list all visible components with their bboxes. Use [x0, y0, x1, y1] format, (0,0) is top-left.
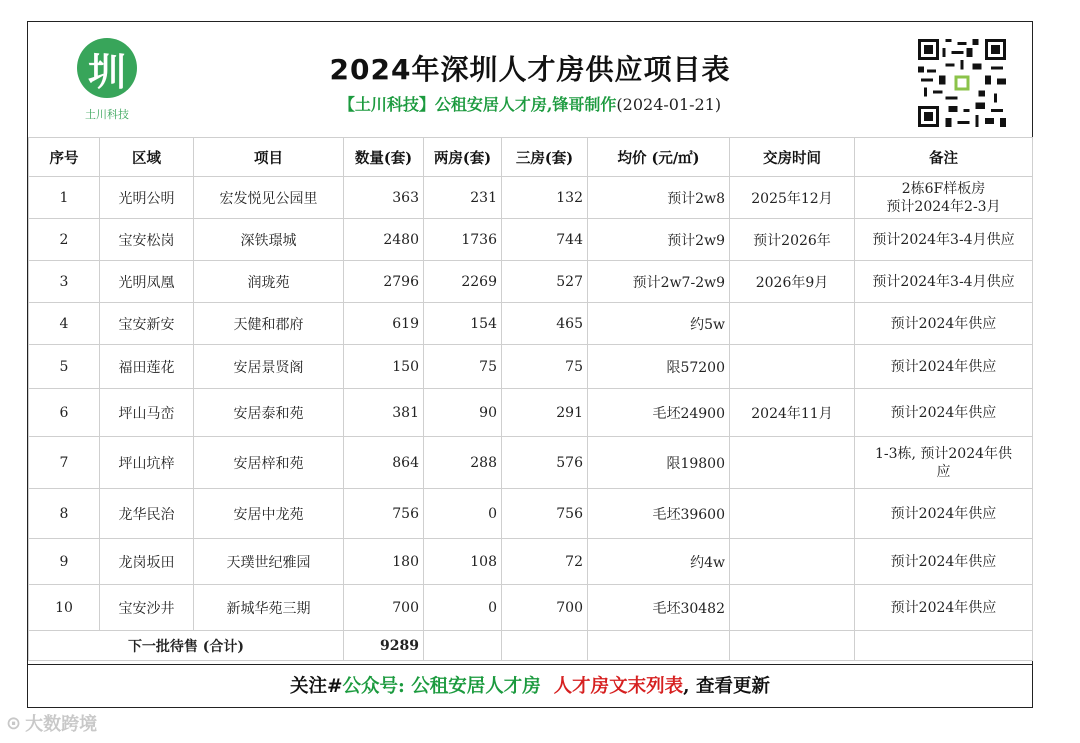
cell-area: 宝安松岗 — [100, 219, 194, 261]
cell-qty: 2796 — [344, 261, 424, 303]
cell-project: 天健和郡府 — [194, 303, 344, 345]
cell-area: 光明公明 — [100, 177, 194, 219]
footer-follow: 关注# — [289, 676, 343, 697]
cell-delivery: 2025年12月 — [730, 177, 855, 219]
cell-qty: 381 — [344, 389, 424, 437]
cell-area: 龙华民治 — [100, 489, 194, 539]
footer-list: 人才房文末列表 — [553, 676, 684, 697]
footer-update: , 查看更新 — [683, 676, 771, 697]
cell-three: 700 — [502, 585, 588, 631]
logo-mark: 圳 — [77, 38, 137, 98]
cell-area: 龙岗坂田 — [100, 539, 194, 585]
cell-qty: 619 — [344, 303, 424, 345]
table-row — [29, 585, 1033, 631]
watermark — [6, 708, 97, 738]
cell-no: 1 — [29, 177, 100, 219]
column-header: 三房(套) — [502, 138, 588, 177]
cell-qty: 700 — [344, 585, 424, 631]
cell-two: 90 — [424, 389, 502, 437]
cell-note: 预计2024年供应 — [855, 539, 1033, 585]
cell-two: 154 — [424, 303, 502, 345]
cell-three: 744 — [502, 219, 588, 261]
cell-price: 约5w — [588, 303, 730, 345]
cell-price: 毛坯30482 — [588, 585, 730, 631]
cell-two: 108 — [424, 539, 502, 585]
cell-price: 约4w — [588, 539, 730, 585]
cell-three: 132 — [502, 177, 588, 219]
cell-no: 3 — [29, 261, 100, 303]
footer-banner — [28, 664, 1032, 707]
cell-note: 预计2024年供应 — [855, 489, 1033, 539]
cell-project: 安居景贤阁 — [194, 345, 344, 389]
table-row — [29, 437, 1033, 489]
cell-price: 预计2w8 — [588, 177, 730, 219]
table-row — [29, 489, 1033, 539]
cell-delivery — [730, 585, 855, 631]
cell-delivery — [730, 437, 855, 489]
cell-delivery: 2026年9月 — [730, 261, 855, 303]
cell-project: 宏发悦见公园里 — [194, 177, 344, 219]
table-row — [29, 261, 1033, 303]
subtitle-desc: 公租安居人才房,锋哥制作 — [434, 95, 617, 114]
watermark-icon: ⊙ — [6, 712, 22, 734]
cell-two: 75 — [424, 345, 502, 389]
cell-no: 5 — [29, 345, 100, 389]
cell-qty: 150 — [344, 345, 424, 389]
cell-note: 预计2024年供应 — [855, 303, 1033, 345]
column-header: 数量(套) — [344, 138, 424, 177]
cell-two: 1736 — [424, 219, 502, 261]
cell-two: 231 — [424, 177, 502, 219]
cell-qty: 180 — [344, 539, 424, 585]
table-row — [29, 345, 1033, 389]
cell-area: 光明凤凰 — [100, 261, 194, 303]
cell-no: 7 — [29, 437, 100, 489]
column-header: 备注 — [855, 138, 1033, 177]
cell-area: 宝安新安 — [100, 303, 194, 345]
table-row — [29, 539, 1033, 585]
total-value: 9289 — [344, 631, 424, 661]
cell-area: 福田莲花 — [100, 345, 194, 389]
cell-three: 75 — [502, 345, 588, 389]
table-row — [29, 303, 1033, 345]
cell-qty: 864 — [344, 437, 424, 489]
subtitle-date: (2024-01-21) — [616, 95, 722, 114]
page-subtitle — [180, 92, 880, 115]
cell-no: 4 — [29, 303, 100, 345]
cell-price: 毛坯24900 — [588, 389, 730, 437]
table-row — [29, 177, 1033, 219]
cell-note: 预计2024年供应 — [855, 585, 1033, 631]
cell-delivery: 预计2026年 — [730, 219, 855, 261]
cell-two: 0 — [424, 585, 502, 631]
cell-no: 10 — [29, 585, 100, 631]
total-label: 下一批待售 (合计) — [29, 631, 344, 661]
cell-price: 限57200 — [588, 345, 730, 389]
cell-three: 291 — [502, 389, 588, 437]
cell-note: 预计2024年3-4月供应 — [855, 261, 1033, 303]
cell-no: 6 — [29, 389, 100, 437]
cell-no: 2 — [29, 219, 100, 261]
cell-three: 72 — [502, 539, 588, 585]
column-header: 项目 — [194, 138, 344, 177]
column-header: 区域 — [100, 138, 194, 177]
table-row — [29, 389, 1033, 437]
cell-project: 新城华苑三期 — [194, 585, 344, 631]
cell-two: 288 — [424, 437, 502, 489]
subtitle-brand: 【土川科技】 — [338, 95, 435, 114]
footer-account: 公众号: 公租安居人才房 — [342, 676, 541, 697]
cell-price: 预计2w7-2w9 — [588, 261, 730, 303]
cell-three: 576 — [502, 437, 588, 489]
logo-text: 土川科技 — [85, 108, 129, 121]
cell-three: 465 — [502, 303, 588, 345]
cell-two: 0 — [424, 489, 502, 539]
cell-price: 预计2w9 — [588, 219, 730, 261]
column-header: 两房(套) — [424, 138, 502, 177]
cell-project: 天璞世纪雅园 — [194, 539, 344, 585]
cell-project: 深铁璟城 — [194, 219, 344, 261]
page-title: 2024年深圳人才房供应项目表 — [329, 53, 731, 86]
cell-qty: 363 — [344, 177, 424, 219]
cell-delivery — [730, 303, 855, 345]
column-header: 均价 (元/㎡) — [588, 138, 730, 177]
qr-code-icon — [917, 39, 1007, 127]
cell-note: 预计2024年供应 — [855, 389, 1033, 437]
cell-delivery — [730, 539, 855, 585]
cell-three: 756 — [502, 489, 588, 539]
column-header: 交房时间 — [730, 138, 855, 177]
cell-qty: 756 — [344, 489, 424, 539]
brand-logo — [48, 34, 166, 122]
table-row — [29, 219, 1033, 261]
cell-price: 毛坯39600 — [588, 489, 730, 539]
cell-note: 2栋6F样板房 预计2024年2-3月 — [855, 177, 1033, 219]
cell-note: 1-3栋, 预计2024年供 应 — [855, 437, 1033, 489]
cell-price: 限19800 — [588, 437, 730, 489]
cell-delivery — [730, 345, 855, 389]
cell-project: 润珑苑 — [194, 261, 344, 303]
cell-note: 预计2024年供应 — [855, 345, 1033, 389]
cell-area: 坪山马峦 — [100, 389, 194, 437]
watermark-text: 大数跨境 — [25, 714, 98, 735]
cell-project: 安居泰和苑 — [194, 389, 344, 437]
cell-three: 527 — [502, 261, 588, 303]
cell-project: 安居梓和苑 — [194, 437, 344, 489]
total-row — [29, 631, 1033, 661]
table-header-row — [29, 138, 1033, 177]
cell-area: 宝安沙井 — [100, 585, 194, 631]
cell-project: 安居中龙苑 — [194, 489, 344, 539]
cell-two: 2269 — [424, 261, 502, 303]
cell-delivery: 2024年11月 — [730, 389, 855, 437]
cell-qty: 2480 — [344, 219, 424, 261]
supply-table — [28, 137, 1033, 661]
cell-note: 预计2024年3-4月供应 — [855, 219, 1033, 261]
cell-area: 坪山坑梓 — [100, 437, 194, 489]
cell-no: 8 — [29, 489, 100, 539]
cell-no: 9 — [29, 539, 100, 585]
cell-delivery — [730, 489, 855, 539]
column-header: 序号 — [29, 138, 100, 177]
